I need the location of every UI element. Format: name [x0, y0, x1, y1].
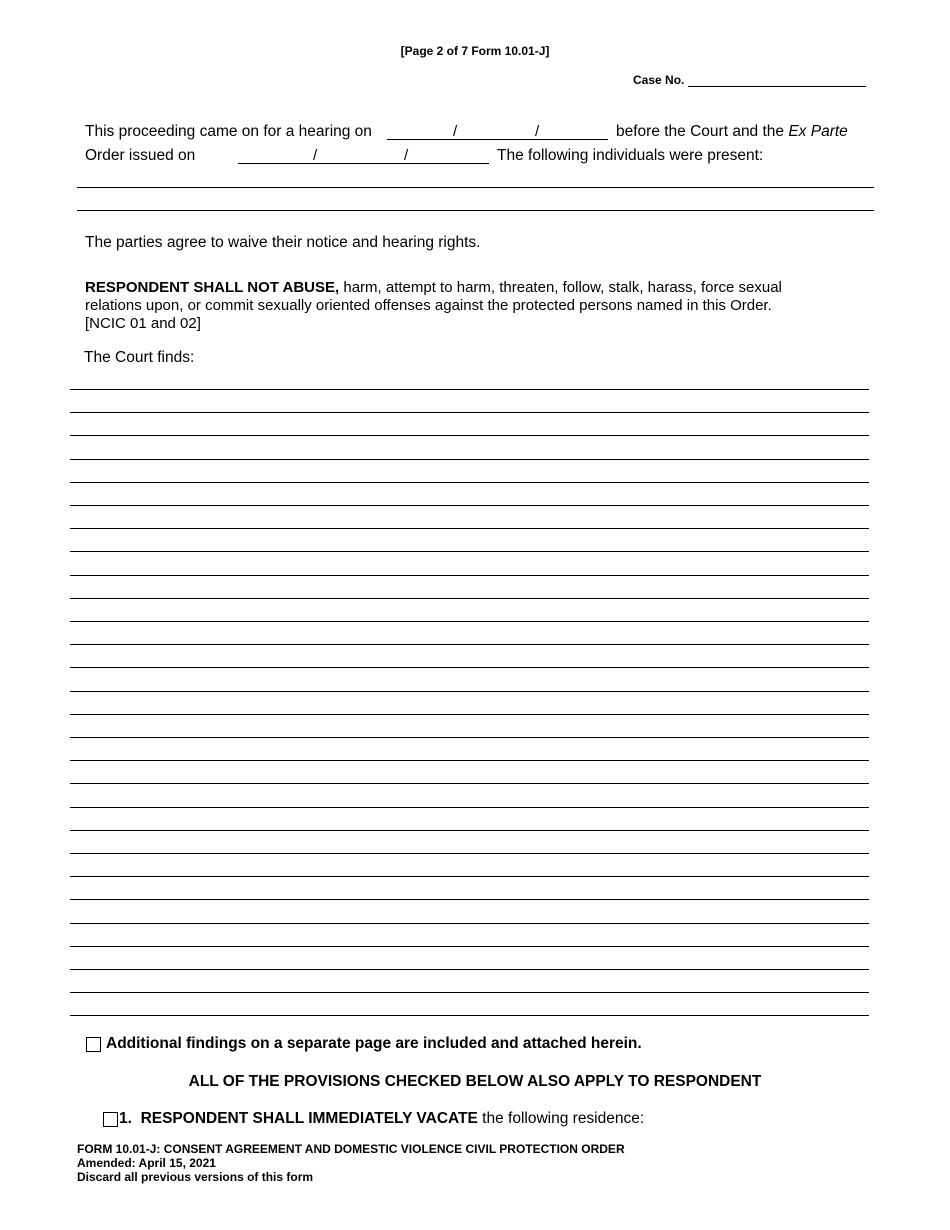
individuals-present-line-2[interactable]	[77, 210, 874, 211]
court-findings-line[interactable]	[70, 992, 869, 993]
footer-discard-notice: Discard all previous versions of this form	[77, 1170, 314, 1184]
court-findings-line[interactable]	[70, 691, 869, 692]
order-date-slash-2: /	[404, 147, 409, 164]
footer-form-title: FORM 10.01-J: CONSENT AGREEMENT AND DOMESTIC VIOLENCE CIVIL PROTECTION ORDER	[77, 1142, 625, 1156]
court-finds-label: The Court finds:	[84, 349, 195, 366]
court-findings-line[interactable]	[70, 621, 869, 622]
footer-amended-date: Amended: April 15, 2021	[77, 1156, 216, 1170]
hearing-date-slash-2: /	[535, 123, 540, 140]
court-findings-line[interactable]	[70, 853, 869, 854]
individuals-present-line-1[interactable]	[77, 187, 874, 188]
hearing-date-label: This proceeding came on for a hearing on	[85, 123, 372, 140]
court-findings-line[interactable]	[70, 946, 869, 947]
court-findings-line[interactable]	[70, 969, 869, 970]
court-findings-line[interactable]	[70, 783, 869, 784]
hearing-date-slash-1: /	[453, 123, 458, 140]
court-findings-line[interactable]	[70, 737, 869, 738]
court-findings-line[interactable]	[70, 667, 869, 668]
waiver-statement: The parties agree to waive their notice and hearing rights.	[85, 234, 481, 251]
provisions-heading: ALL OF THE PROVISIONS CHECKED BELOW ALSO APPLY TO RESPONDENT	[188, 1073, 762, 1090]
provision-1-checkbox[interactable]	[103, 1112, 118, 1127]
respondent-shall-not-abuse-paragraph: RESPONDENT SHALL NOT ABUSE, harm, attempt to harm, threaten, follow, stalk, harass, force sexual relations upon, or commit sexually oriented offenses against the protected persons named in this Order. [NCIC 01 and 02]	[85, 279, 782, 332]
court-findings-line[interactable]	[70, 714, 869, 715]
case-number-label: Case No.	[633, 73, 685, 87]
hearing-date-field[interactable]	[387, 139, 608, 140]
court-findings-line[interactable]	[70, 528, 869, 529]
order-date-slash-1: /	[313, 147, 318, 164]
court-findings-line[interactable]	[70, 412, 869, 413]
court-findings-line[interactable]	[70, 1015, 869, 1016]
individuals-present-label: The following individuals were present:	[497, 147, 764, 164]
court-findings-line[interactable]	[70, 598, 869, 599]
additional-findings-label: Additional findings on a separate page are included and attached herein.	[106, 1035, 642, 1052]
court-findings-line[interactable]	[70, 644, 869, 645]
additional-findings-checkbox[interactable]	[86, 1037, 101, 1052]
before-court-text: before the Court and the Ex Parte	[616, 123, 848, 140]
court-findings-line[interactable]	[70, 807, 869, 808]
form-footer	[77, 1142, 625, 1184]
provision-1-text: 1. RESPONDENT SHALL IMMEDIATELY VACATE the following residence:	[119, 1110, 645, 1127]
court-findings-line[interactable]	[70, 482, 869, 483]
ex-parte-order-date-field[interactable]	[238, 163, 489, 164]
court-findings-line[interactable]	[70, 435, 869, 436]
court-findings-line[interactable]	[70, 923, 869, 924]
court-findings-line[interactable]	[70, 830, 869, 831]
court-findings-line[interactable]	[70, 551, 869, 552]
ex-parte-order-date-label: Order issued on	[85, 147, 196, 164]
court-findings-line[interactable]	[70, 505, 869, 506]
case-number-field[interactable]	[688, 86, 866, 87]
court-findings-line[interactable]	[70, 575, 869, 576]
court-findings-line[interactable]	[70, 899, 869, 900]
court-findings-line[interactable]	[70, 459, 869, 460]
court-findings-line[interactable]	[70, 389, 869, 390]
court-findings-line[interactable]	[70, 760, 869, 761]
page-number-header: [Page 2 of 7 Form 10.01-J]	[400, 44, 550, 58]
court-findings-line[interactable]	[70, 876, 869, 877]
